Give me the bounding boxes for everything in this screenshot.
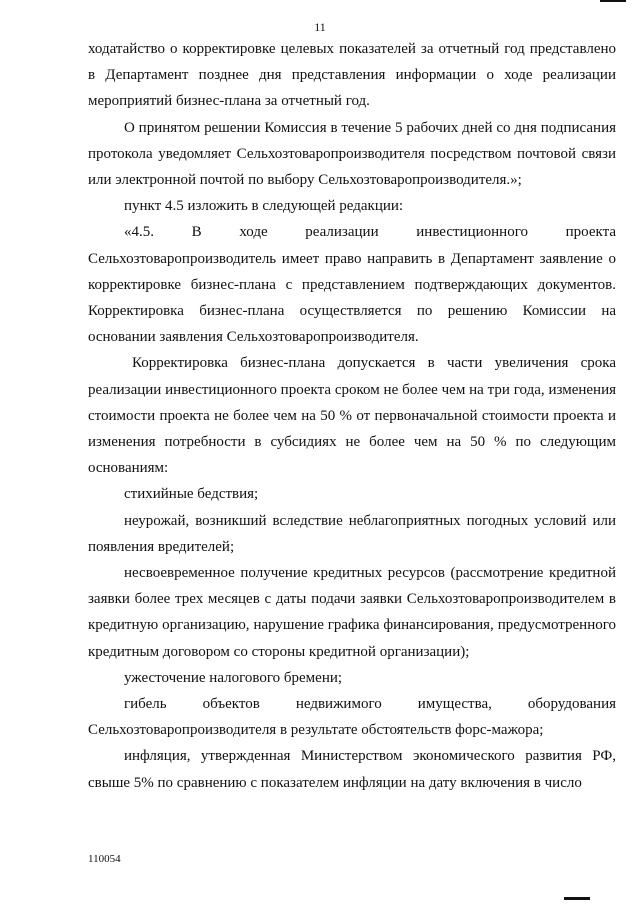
paragraph-1: ходатайство о корректировке целевых показателей за отчетный год представлено в Департамент позднее дня представления информации о ходе реализации мероприятий бизнес-плана за отчетный год. xyxy=(88,41,616,110)
list-item-6: инфляция, утвержденная Министерством экономического развития РФ, свыше 5% по сравнению с показателем инфляции на дату включения в число xyxy=(88,748,616,791)
paragraph-2: О принятом решении Комиссия в течение 5 рабочих дней со дня подписания протокола уведомляет Сельхозтоваропроизводителя посредством почтовой связи или электронной почтой по выбору Сельхозтоваропроизводителя.»; xyxy=(88,119,616,189)
page-number: 11 xyxy=(314,20,326,34)
list-item-3: несвоевременное получение кредитных ресурсов (рассмотрение кредитной заявки более трех месяцев с даты подачи заявки Сельхозтоваропроизводителем в кредитную организацию, нарушение графика финансирования, предусмотренного кредитным договором со стороны кредитной организации); xyxy=(88,565,616,660)
corner-mark-top xyxy=(600,0,626,2)
paragraph-3: пункт 4.5 изложить в следующей редакции: xyxy=(124,198,404,215)
footer-code: 110054 xyxy=(88,853,121,865)
document-body xyxy=(88,36,616,796)
list-item-2: неурожай, возникший вследствие неблагоприятных погодных условий или появления вредителей; xyxy=(88,512,616,555)
list-item-4: ужесточение налогового бремени; xyxy=(124,669,343,686)
paragraph-4: «4.5. В ходе реализации инвестиционного проекта Сельхозтоваропроизводитель имеет право направить в Департамент заявление о корректировке бизнес-плана с представлением подтверждающих документов. Корректировка бизнес-плана осуществляется по решению Комиссии на основании заявления Сельхозтоваропроизводителя. xyxy=(88,224,616,346)
paragraph-5: Корректировка бизнес-плана допускается в части увеличения срока реализации инвестиционного проекта сроком не более чем на три года, изменения стоимости проекта не более чем на 50 % от первоначальной стоимости проекта и изменения потребности в субсидиях не более чем на 50 % по следующим основаниям: xyxy=(88,355,616,477)
corner-mark-bottom xyxy=(564,897,590,900)
list-item-1: стихийные бедствия; xyxy=(124,486,259,503)
list-item-5: гибель объектов недвижимого имущества, оборудования Сельхозтоваропроизводителя в результате обстоятельств форс-мажора; xyxy=(88,696,616,739)
